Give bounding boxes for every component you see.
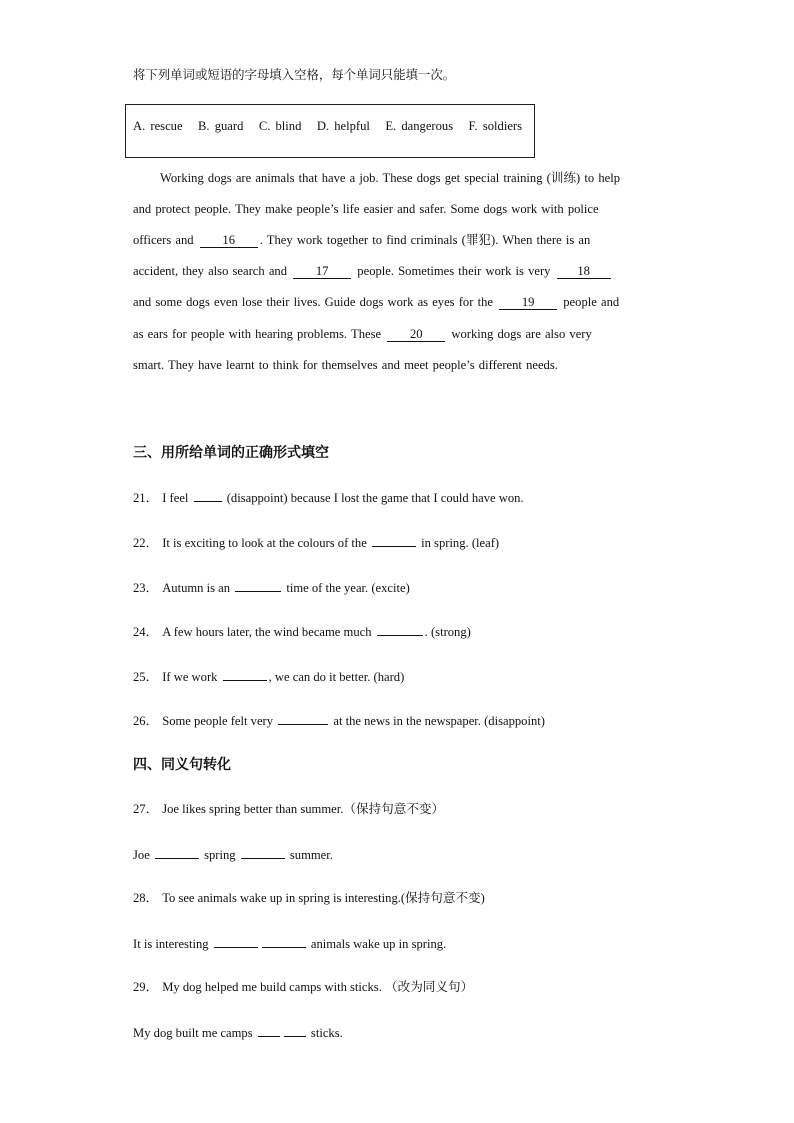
blank-16[interactable]: 16: [200, 234, 258, 248]
question-27: [133, 801, 444, 817]
passage-text: people. Sometimes their work is very: [353, 264, 555, 278]
passage-text: accident, they also search and: [133, 264, 292, 278]
question-text: If we work: [162, 670, 221, 684]
question-text: (disappoint) because I lost the game that I could have won.: [223, 491, 524, 505]
question-26: [133, 712, 545, 729]
question-text: Joe: [133, 848, 153, 862]
answer-blank[interactable]: [223, 668, 267, 681]
question-text: summer.: [286, 848, 333, 862]
question-number: 26．: [133, 714, 159, 728]
answer-blank[interactable]: [241, 846, 285, 859]
question-text: Autumn is an: [162, 581, 234, 595]
section-3-heading: 三、用所给单词的正确形式填空: [133, 445, 329, 461]
passage-text: working dogs are also very: [447, 327, 592, 341]
question-text: , we can do it better. (hard): [268, 670, 405, 684]
passage-line-6: [133, 326, 592, 342]
question-number: 23．: [133, 581, 159, 595]
question-28: [133, 890, 485, 906]
question-text: animals wake up in spring.: [307, 937, 447, 951]
passage-line-1: Working dogs are animals that have a job. These dogs get special training (训练) to help: [160, 171, 621, 185]
answer-blank[interactable]: [262, 935, 306, 948]
passage-text: as ears for people with hearing problems. These: [133, 327, 386, 341]
question-number: 25．: [133, 670, 159, 684]
question-number: 28．: [133, 891, 159, 905]
question-28-answer: [133, 935, 446, 952]
question-24: [133, 623, 471, 640]
question-text: My dog built me camps: [133, 1026, 256, 1040]
passage-text: officers and: [133, 233, 198, 247]
blank-20[interactable]: 20: [387, 328, 445, 342]
question-text: Some people felt very: [162, 714, 277, 728]
answer-blank[interactable]: [214, 935, 258, 948]
answer-blank[interactable]: [377, 623, 423, 636]
answer-blank[interactable]: [372, 534, 416, 547]
question-text: at the news in the newspaper. (disappoint): [330, 714, 545, 728]
question-text: It is interesting: [133, 937, 212, 951]
passage-text: and some dogs even lose their lives. Guide dogs work as eyes for the: [133, 295, 498, 309]
answer-blank[interactable]: [155, 846, 199, 859]
answer-blank[interactable]: [278, 712, 328, 725]
question-text: I feel: [162, 491, 192, 505]
question-text: in spring. (leaf): [417, 536, 500, 550]
passage-text: people and: [559, 295, 620, 309]
question-29-answer: [133, 1024, 343, 1041]
passage-line-5: [133, 294, 619, 310]
question-number: 29．: [133, 980, 159, 994]
question-number: 27．: [133, 802, 159, 816]
question-21: [133, 489, 524, 506]
question-text: time of the year. (excite): [283, 581, 410, 595]
question-number: 21．: [133, 491, 159, 505]
answer-blank[interactable]: [194, 489, 222, 502]
passage-line-4: [133, 263, 613, 279]
question-29: [133, 979, 473, 995]
instruction: 将下列单词或短语的字母填入空格，每个单词只能填一次。: [133, 67, 456, 82]
question-25: [133, 668, 404, 685]
question-text: . (strong): [424, 625, 471, 639]
question-text: My dog helped me build camps with sticks. （改为同义句）: [162, 980, 474, 994]
question-27-answer: [133, 846, 333, 863]
question-text: To see animals wake up in spring is interesting.(保持句意不变): [162, 891, 485, 905]
question-number: 24．: [133, 625, 159, 639]
passage-line-2: and protect people. They make people’s life easier and safer. Some dogs work with police: [133, 202, 599, 216]
section-4-heading: 四、同义句转化: [133, 757, 231, 773]
question-text: spring: [200, 848, 239, 862]
question-text: It is exciting to look at the colours of the: [162, 536, 370, 550]
question-text: Joe likes spring better than summer.（保持句意不变）: [162, 802, 445, 816]
answer-blank[interactable]: [235, 579, 281, 592]
question-text: A few hours later, the wind became much: [162, 625, 375, 639]
question-text: sticks.: [307, 1026, 343, 1040]
question-number: 22．: [133, 536, 159, 550]
blank-17[interactable]: 17: [293, 265, 351, 279]
question-23: [133, 579, 410, 596]
answer-blank[interactable]: [284, 1024, 306, 1037]
passage-line-3: [133, 232, 590, 248]
passage-line-7: smart. They have learnt to think for themselves and meet people’s different needs.: [133, 358, 558, 372]
passage-text: . They work together to find criminals (罪犯). When there is an: [259, 233, 591, 247]
answer-blank[interactable]: [258, 1024, 280, 1037]
question-22: [133, 534, 499, 551]
blank-18[interactable]: 18: [557, 265, 611, 279]
word-options-box: [125, 104, 535, 158]
word-options: A. rescue B. guard C. blind D. helpful E. dangerous F. soldiers: [133, 119, 523, 133]
blank-19[interactable]: 19: [499, 296, 557, 310]
